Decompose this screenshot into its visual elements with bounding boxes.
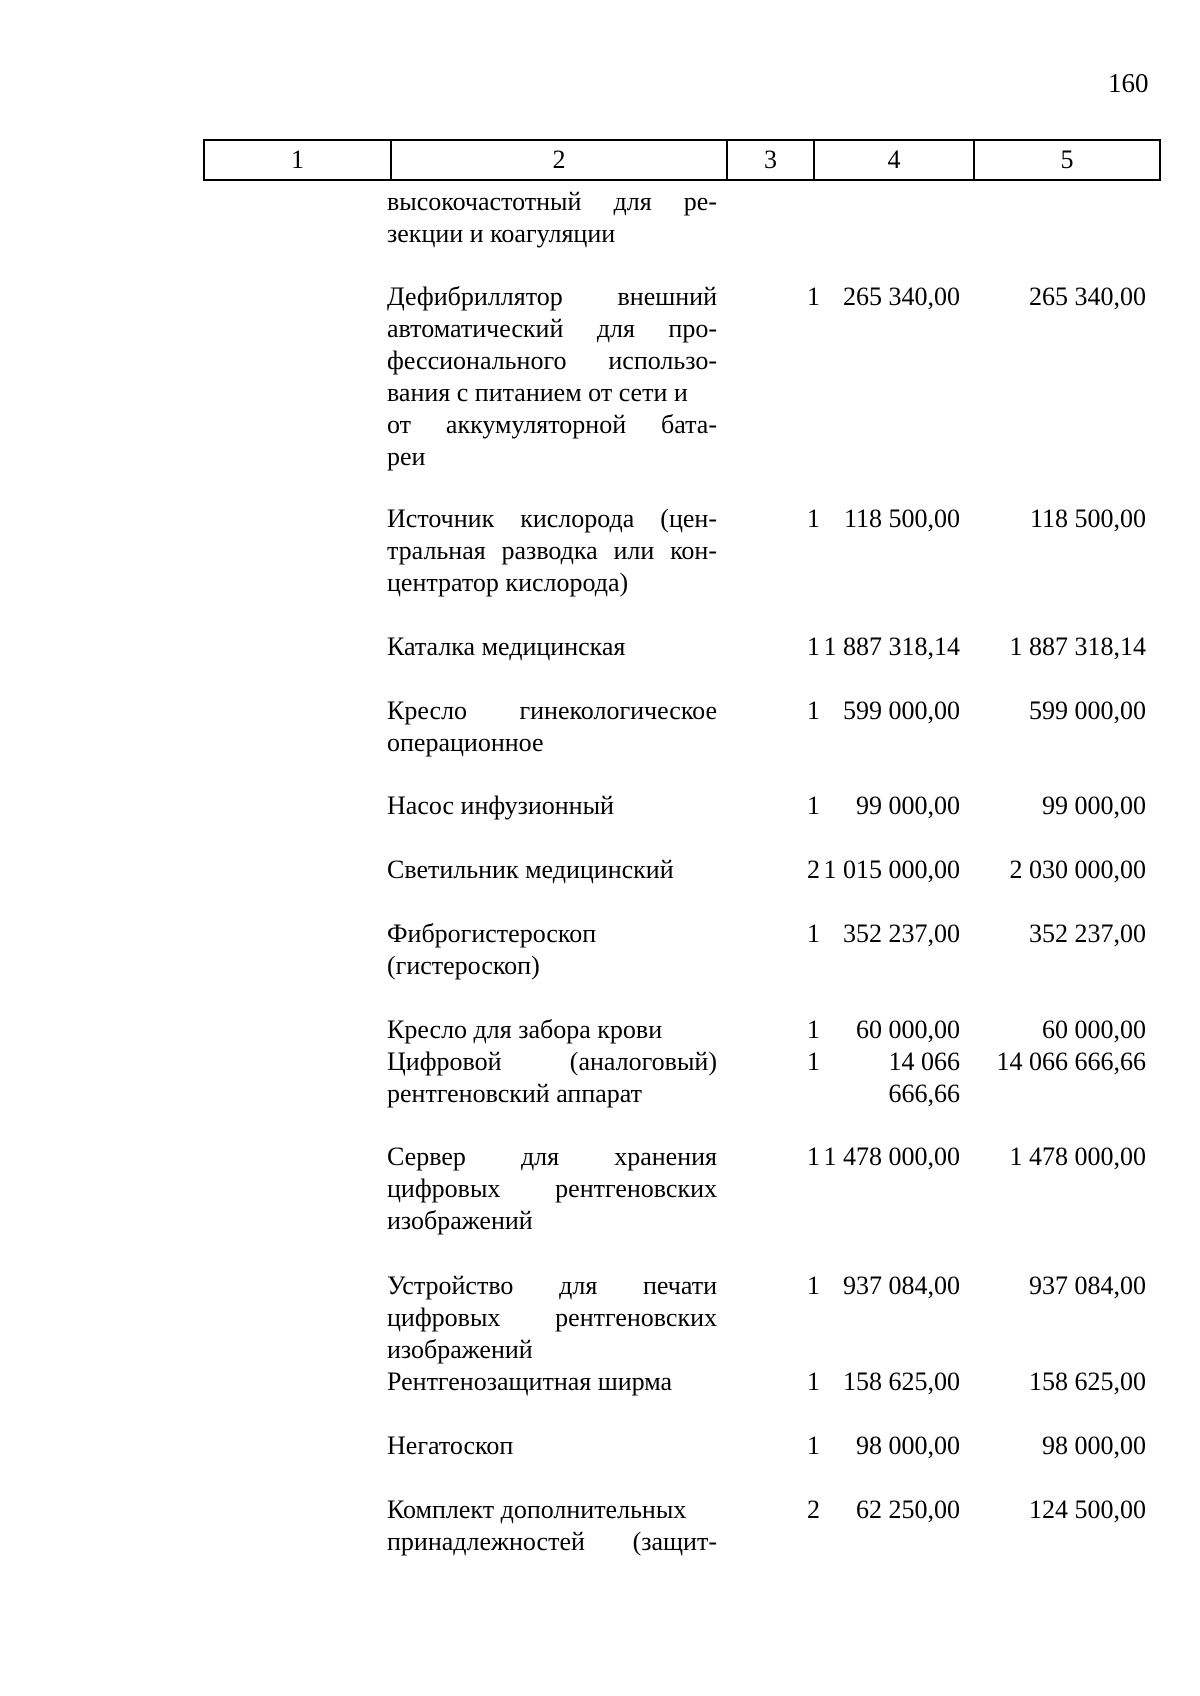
item-total: 1 478 000,00 xyxy=(1009,1142,1146,1171)
item-name-line: Негатоскоп xyxy=(387,1431,514,1460)
item-name-line: рентгеновский аппарат xyxy=(387,1079,643,1108)
item-name xyxy=(387,695,717,759)
item-total: 1 887 318,14 xyxy=(1009,632,1146,661)
item-name xyxy=(387,503,717,599)
item-name-line: (гистероскоп) xyxy=(387,951,540,980)
item-name-line: вания с питанием от сети и xyxy=(387,378,688,407)
item-quantity: 1 xyxy=(807,791,820,820)
item-price: 1 887 318,14 xyxy=(823,632,960,661)
item-quantity: 1 xyxy=(807,1142,820,1171)
item-price: 158 625,00 xyxy=(843,1367,960,1396)
item-name-line: принадлежностей (защит- xyxy=(387,1527,717,1556)
item-name-line: операционное xyxy=(387,728,544,757)
header-col-5: 5 xyxy=(974,140,1160,180)
item-name xyxy=(387,1141,717,1237)
item-quantity: 2 xyxy=(807,855,820,884)
item-quantity: 1 xyxy=(807,1431,820,1460)
item-name-line: тральная разводка или кон- xyxy=(387,536,717,565)
item-name-line: изображений xyxy=(387,1206,533,1235)
item-price: 937 084,00 xyxy=(843,1271,960,1300)
item-name xyxy=(387,1430,717,1462)
item-price: 62 250,00 xyxy=(856,1495,960,1524)
header-col-3: 3 xyxy=(727,140,814,180)
item-total: 937 084,00 xyxy=(1029,1271,1146,1300)
item-name-line: Кресло для забора крови xyxy=(387,1015,663,1044)
item-price: 99 000,00 xyxy=(856,791,960,820)
item-name-line: Дефибриллятор внешний xyxy=(387,282,717,311)
item-name-line: Устройство для печати xyxy=(387,1271,717,1300)
item-price: 599 000,00 xyxy=(843,696,960,725)
item-total: 99 000,00 xyxy=(1042,791,1146,820)
item-quantity: 1 xyxy=(807,1271,820,1300)
item-name-line: автоматический для про- xyxy=(387,314,717,343)
item-name-line: Комплект дополнительных xyxy=(387,1495,687,1524)
item-quantity: 2 xyxy=(807,1495,820,1524)
item-name xyxy=(387,1046,717,1110)
item-price: 118 500,00 xyxy=(843,504,960,533)
item-name-line: изображений xyxy=(387,1335,533,1364)
item-total: 118 500,00 xyxy=(1029,504,1146,533)
header-col-2: 2 xyxy=(391,140,727,180)
item-name xyxy=(387,631,717,663)
item-name-line: Светильник медицинский xyxy=(387,855,674,884)
item-name-line: высокочастотный для ре- xyxy=(387,187,717,216)
item-name xyxy=(387,854,717,886)
item-quantity: 1 xyxy=(807,282,820,311)
item-total: 352 237,00 xyxy=(1029,919,1146,948)
item-name xyxy=(387,1014,717,1046)
header-col-1: 1 xyxy=(204,140,391,180)
item-total: 599 000,00 xyxy=(1029,696,1146,725)
header-col-4: 4 xyxy=(814,140,974,180)
item-name-line: Кресло гинекологическое xyxy=(387,696,717,725)
item-name xyxy=(387,918,717,982)
item-name-line: Цифровой (аналоговый) xyxy=(387,1047,717,1076)
item-name-line: цифровых рентгеновских xyxy=(387,1303,717,1332)
item-name xyxy=(387,1270,717,1366)
item-name xyxy=(387,1494,717,1558)
item-quantity: 1 xyxy=(807,1367,820,1396)
item-name-line: Сервер для хранения xyxy=(387,1142,717,1171)
item-quantity: 1 xyxy=(807,1015,820,1044)
item-quantity: 1 xyxy=(807,919,820,948)
item-total: 124 500,00 xyxy=(1029,1495,1146,1524)
table-header xyxy=(203,139,1161,181)
item-price: 265 340,00 xyxy=(843,282,960,311)
item-quantity: 1 xyxy=(807,632,820,661)
item-price: 352 237,00 xyxy=(843,919,960,948)
item-price-line: 666,66 xyxy=(888,1079,960,1108)
item-price xyxy=(790,1046,960,1110)
item-quantity: 1 xyxy=(807,1047,820,1076)
item-price: 1 478 000,00 xyxy=(823,1142,960,1171)
item-name-line: центратор кислорода) xyxy=(387,568,629,597)
item-name xyxy=(387,1366,717,1398)
item-total: 2 030 000,00 xyxy=(1009,855,1146,884)
item-total: 60 000,00 xyxy=(1042,1015,1146,1044)
item-quantity: 1 xyxy=(807,504,820,533)
item-name-line: Источник кислорода (цен- xyxy=(387,504,717,533)
item-name-line: от аккумуляторной бата- xyxy=(387,410,717,439)
item-total: 158 625,00 xyxy=(1029,1367,1146,1396)
item-name-line: фессионального использо- xyxy=(387,346,717,375)
item-quantity: 1 xyxy=(807,696,820,725)
item-price-line: 14 066 xyxy=(888,1047,960,1076)
item-name xyxy=(387,790,717,822)
item-total: 98 000,00 xyxy=(1042,1431,1146,1460)
item-name-line: Рентгенозащитная ширма xyxy=(387,1367,673,1396)
item-name-line: зекции и коагуляции xyxy=(387,219,616,248)
item-total: 14 066 666,66 xyxy=(996,1047,1146,1076)
item-name-line: Фиброгистероскоп xyxy=(387,919,597,948)
item-name xyxy=(387,281,717,473)
item-total: 265 340,00 xyxy=(1029,282,1146,311)
item-name-line: цифровых рентгеновских xyxy=(387,1174,717,1203)
item-name-line: Насос инфузионный xyxy=(387,791,614,820)
page-number: 160 xyxy=(1108,68,1149,98)
item-name-line: реи xyxy=(387,442,426,471)
item-name xyxy=(387,186,717,250)
item-price: 60 000,00 xyxy=(856,1015,960,1044)
item-price: 98 000,00 xyxy=(856,1431,960,1460)
item-name-line: Каталка медицинская xyxy=(387,632,626,661)
item-price: 1 015 000,00 xyxy=(823,855,960,884)
